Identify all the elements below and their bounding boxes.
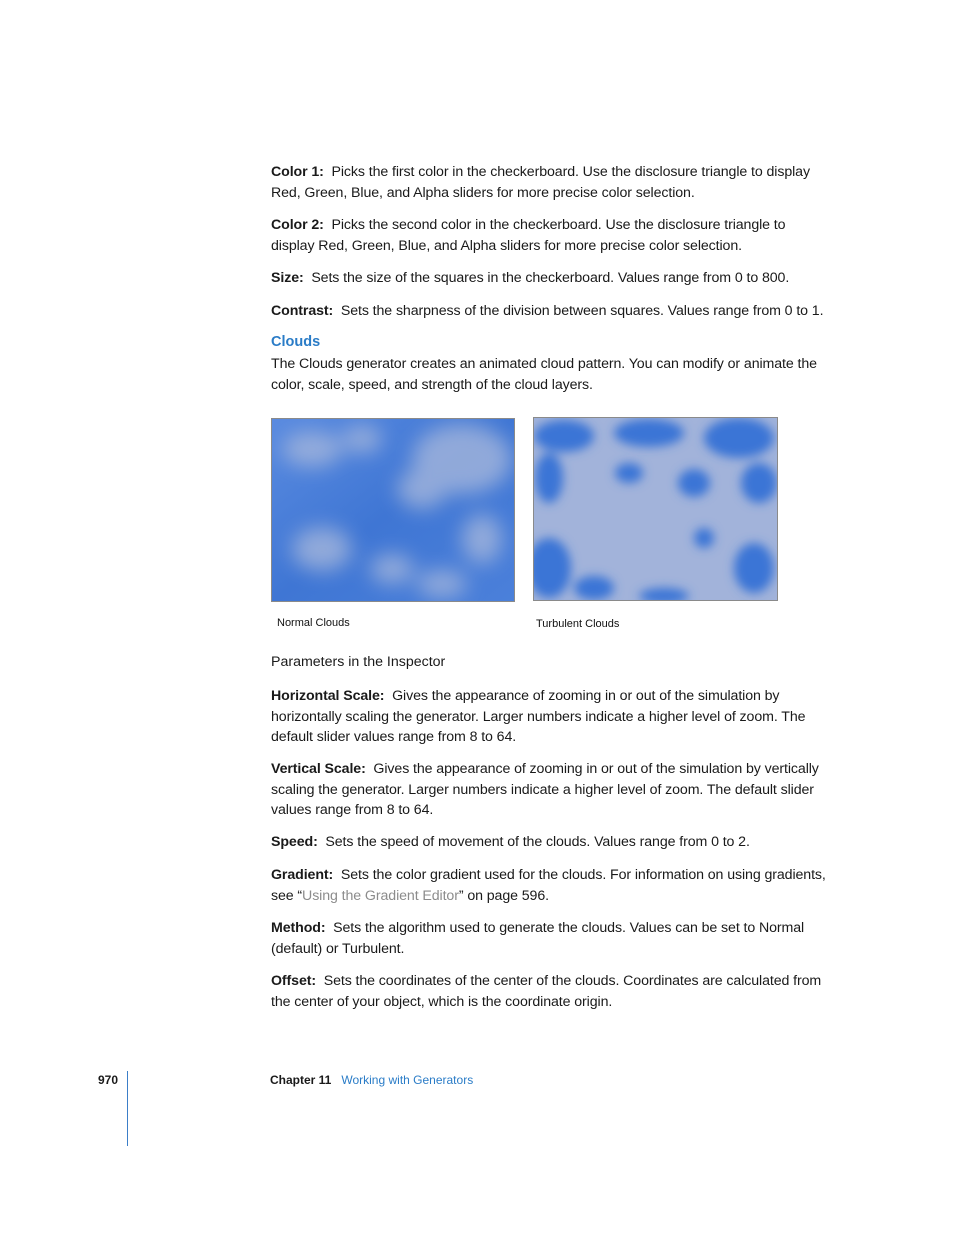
param-desc: Picks the second color in the checkerboard. Use the disclosure triangle to display Red, Green, Blue, and Alpha sliders for more precise color selection.: [271, 217, 786, 254]
page-number: 970: [98, 1073, 119, 1087]
param-term: Gradient:: [271, 867, 334, 883]
turbulent-clouds-image: [533, 417, 778, 601]
param-offset: [271, 971, 827, 1012]
chapter-label: Chapter 11: [270, 1073, 332, 1087]
param-vertical-scale: [271, 759, 827, 821]
param-term: Speed:: [271, 834, 318, 850]
param-contrast: [271, 301, 841, 322]
param-desc: Sets the algorithm used to generate the clouds. Values can be set to Normal (default) or Turbulent.: [271, 920, 805, 957]
param-term: Color 2:: [271, 217, 324, 233]
section-intro: The Clouds generator creates an animated cloud pattern. You can modify or animate the color, scale, speed, and strength of the cloud layers.: [271, 356, 817, 393]
param-desc: Sets the speed of movement of the clouds. Values range from 0 to 2.: [325, 834, 750, 850]
param-gradient: [271, 865, 827, 906]
footer-chapter: [270, 1073, 473, 1087]
param-desc: Gives the appearance of zooming in or out of the simulation by vertically scaling the generator. Larger numbers indicate a higher level of zoom. The default slider values range from 8 to 64.: [271, 761, 819, 818]
param-term: Horizontal Scale:: [271, 688, 385, 704]
footer-divider: [127, 1071, 128, 1146]
param-desc: Sets the size of the squares in the checkerboard. Values range from 0 to 800.: [311, 270, 790, 286]
figure-caption: Normal Clouds: [277, 617, 350, 629]
inspector-heading: Parameters in the Inspector: [271, 654, 446, 670]
param-color-2: [271, 215, 827, 256]
param-term: Size:: [271, 270, 304, 286]
param-horizontal-scale: [271, 686, 827, 748]
param-term: Contrast:: [271, 303, 334, 319]
param-desc: Sets the coordinates of the center of the clouds. Coordinates are calculated from the center of your object, which is the coordinate origin.: [271, 973, 822, 1010]
figure-caption: Turbulent Clouds: [536, 618, 620, 630]
chapter-title-link[interactable]: Working with Generators: [341, 1073, 474, 1087]
param-desc: Picks the first color in the checkerboard. Use the disclosure triangle to display Red, Green, Blue, and Alpha sliders for more precise color selection.: [271, 164, 810, 201]
param-desc: Sets the color gradient used for the clouds. For information on using gradients, see “: [271, 867, 826, 904]
gradient-editor-link[interactable]: Using the Gradient Editor: [302, 887, 459, 904]
param-color-1: [271, 162, 827, 203]
param-desc: Gives the appearance of zooming in or out of the simulation by horizontally scaling the generator. Larger numbers indicate a higher level of zoom. The default slider values range from 8 to 64.: [271, 688, 806, 745]
param-term: Color 1:: [271, 164, 324, 180]
param-size: [271, 268, 827, 289]
param-speed: [271, 832, 827, 853]
param-term: Method:: [271, 920, 326, 936]
param-desc: ” on page 596.: [458, 887, 549, 904]
param-term: Offset:: [271, 973, 317, 989]
section-heading: Clouds: [271, 334, 321, 350]
param-desc: Sets the sharpness of the division between squares. Values range from 0 to 1.: [340, 303, 824, 319]
param-method: [271, 918, 827, 959]
normal-clouds-image: [271, 418, 515, 602]
param-term: Vertical Scale:: [271, 761, 366, 777]
